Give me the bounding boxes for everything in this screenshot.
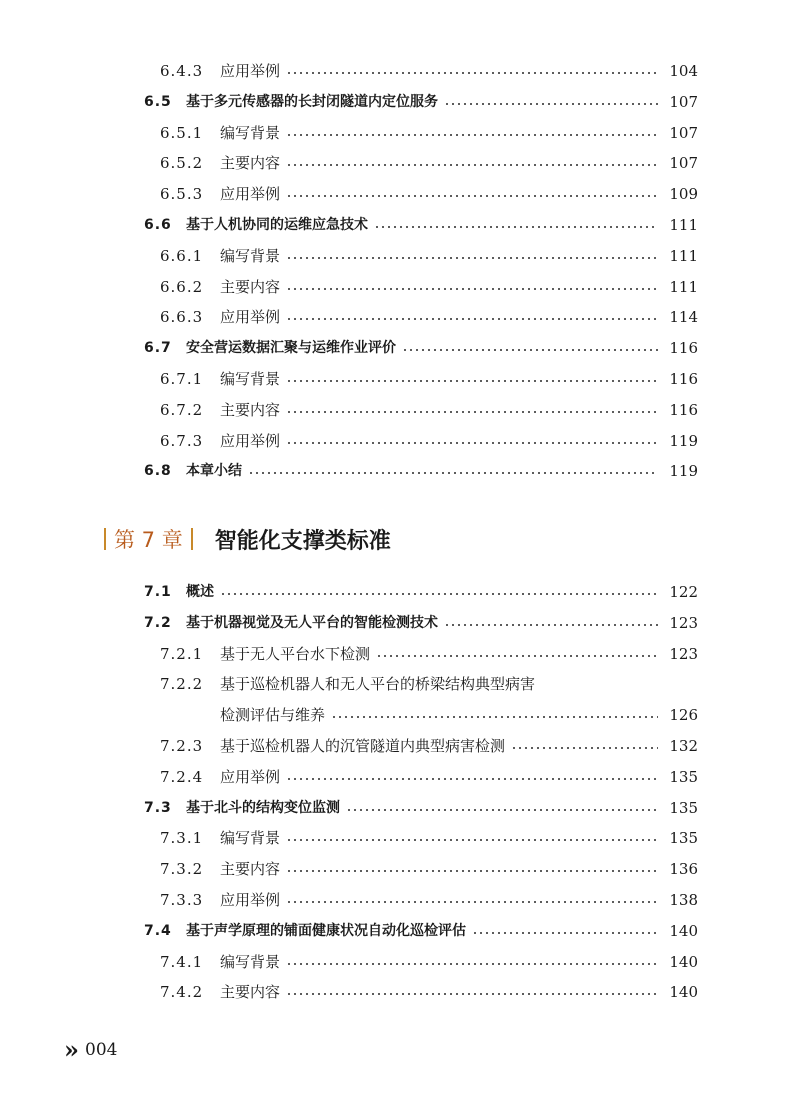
toc-entry-page: 104 xyxy=(669,62,698,80)
toc-leader-dots xyxy=(248,472,658,474)
toc-entry-title: 主要内容 xyxy=(220,983,281,1002)
toc-entry-number: 6.7.2 xyxy=(160,400,204,419)
toc-leader-dots xyxy=(220,593,658,595)
toc-entry-title: 应用举例 xyxy=(220,62,281,80)
toc-entry[interactable] xyxy=(0,919,790,943)
toc-leader-dots xyxy=(346,809,658,811)
toc-entry[interactable] xyxy=(0,398,790,422)
toc-entry-page: 132 xyxy=(669,737,698,755)
toc-entry-page: 107 xyxy=(669,92,698,111)
chapter-heading xyxy=(104,523,391,555)
toc-entry-title: 应用举例 xyxy=(220,891,281,909)
toc-entry-page: 140 xyxy=(669,921,698,940)
toc-entry[interactable] xyxy=(0,459,790,483)
toc-entry-number: 7.3.3 xyxy=(160,891,204,909)
toc-entry-number: 6.5.1 xyxy=(160,123,204,142)
toc-leader-dots xyxy=(286,778,658,780)
toc-leader-dots xyxy=(376,655,658,657)
toc-entry-number: 7.3.2 xyxy=(160,860,204,879)
toc-entry-page: 116 xyxy=(669,400,698,419)
toc-leader-dots xyxy=(286,257,658,259)
toc-entry-number: 7.4.1 xyxy=(160,952,204,971)
toc-entry-page: 107 xyxy=(669,154,698,173)
toc-entry-title: 主要内容 xyxy=(220,860,281,879)
toc-leader-dots xyxy=(286,993,658,995)
toc-entry-page: 109 xyxy=(669,185,698,204)
toc-entry[interactable] xyxy=(0,765,790,789)
toc-entry-page: 114 xyxy=(669,308,698,327)
toc-entry-number: 6.6.2 xyxy=(160,277,204,296)
toc-entry-title: 主要内容 xyxy=(220,277,281,296)
toc-entry-number: 6.6 xyxy=(144,217,172,233)
toc-entry-title: 基于巡检机器人和无人平台的桥梁结构典型病害 xyxy=(220,675,536,694)
toc-entry-number: 7.4.2 xyxy=(160,983,204,1002)
toc-leader-dots xyxy=(472,932,658,934)
toc-entry[interactable] xyxy=(0,367,790,391)
toc-entry-title: 基于机器视觉及无人平台的智能检测技术 xyxy=(186,614,438,631)
toc-entry[interactable] xyxy=(0,429,790,453)
toc-leader-dots xyxy=(286,870,658,872)
toc-entry[interactable] xyxy=(0,336,790,360)
page-footer xyxy=(64,1035,118,1064)
toc-entry-page: 116 xyxy=(669,370,698,388)
toc-entry[interactable] xyxy=(0,59,790,83)
toc-entry-title: 编写背景 xyxy=(220,123,281,142)
toc-entry[interactable] xyxy=(0,826,790,850)
toc-entry-page: 111 xyxy=(669,246,698,265)
toc-entry[interactable] xyxy=(0,857,790,881)
toc-leader-dots xyxy=(286,134,658,136)
toc-leader-dots xyxy=(444,103,658,105)
toc-entry-number: 7.2.1 xyxy=(160,644,204,663)
toc-entry[interactable] xyxy=(0,703,790,727)
toc-entry-page: 140 xyxy=(669,983,698,1002)
toc-entry[interactable] xyxy=(0,151,790,175)
toc-leader-dots xyxy=(286,380,658,382)
toc-entry-number: 6.5.3 xyxy=(160,185,204,204)
toc-entry-title: 编写背景 xyxy=(220,246,281,265)
toc-entry-title: 基于无人平台水下检测 xyxy=(220,644,371,663)
toc-entry-number: 6.7.3 xyxy=(160,431,204,450)
toc-entry-page: 135 xyxy=(669,798,698,817)
toc-entry[interactable] xyxy=(0,90,790,114)
toc-entry-title: 基于声学原理的铺面健康状况自动化巡检评估 xyxy=(186,922,466,939)
toc-entry[interactable] xyxy=(0,182,790,206)
toc-entry-number: 7.2.2 xyxy=(160,675,204,694)
toc-leader-dots xyxy=(286,195,658,197)
toc-entry-number: 6.7.1 xyxy=(160,370,204,388)
toc-entry-title: 本章小结 xyxy=(186,463,242,480)
toc-leader-dots xyxy=(286,164,658,166)
chapter-label: 第 7 章 xyxy=(114,528,183,552)
toc-entry[interactable] xyxy=(0,305,790,329)
toc-entry[interactable] xyxy=(0,734,790,758)
toc-entry-title: 应用举例 xyxy=(220,185,281,204)
toc-entry-page: 138 xyxy=(669,891,698,909)
toc-entry-title: 编写背景 xyxy=(220,370,281,388)
toc-entry-title: 基于人机协同的运维应急技术 xyxy=(186,217,368,233)
toc-entry-title: 基于巡检机器人的沉管隧道内典型病害检测 xyxy=(220,737,506,755)
toc-entry-number: 7.3 xyxy=(144,799,172,816)
toc-leader-dots xyxy=(286,901,658,903)
toc-entry-title: 应用举例 xyxy=(220,308,281,327)
toc-entry[interactable] xyxy=(0,796,790,820)
toc-entry[interactable] xyxy=(0,888,790,912)
toc-entry-title: 安全营运数据汇聚与运维作业评价 xyxy=(186,340,396,357)
toc-entry-page: 119 xyxy=(669,431,698,450)
toc-entry-number: 7.4 xyxy=(144,922,172,939)
toc-leader-dots xyxy=(402,349,658,351)
toc-entry-page: 140 xyxy=(669,952,698,971)
toc-entry-number: 7.2.4 xyxy=(160,767,204,786)
toc-entry-title: 检测评估与维养 xyxy=(220,706,326,725)
toc-entry-page: 111 xyxy=(669,277,698,296)
chapter-title: 智能化支撑类标准 xyxy=(214,527,391,554)
toc-leader-dots xyxy=(286,963,658,965)
toc-entry-number: 6.4.3 xyxy=(160,62,204,80)
toc-entry-title: 应用举例 xyxy=(220,431,281,450)
toc-leader-dots xyxy=(286,318,658,320)
toc-entry-page: 107 xyxy=(669,123,698,142)
toc-entry-page: 135 xyxy=(669,829,698,848)
toc-entry-page: 111 xyxy=(669,216,698,234)
toc-entry-page: 123 xyxy=(669,613,698,632)
toc-entry-page: 119 xyxy=(669,462,698,481)
toc-entry-number: 6.6.1 xyxy=(160,246,204,265)
toc-entry-title: 主要内容 xyxy=(220,400,281,419)
toc-entry-title: 基于多元传感器的长封闭隧道内定位服务 xyxy=(186,93,438,110)
toc-entry[interactable] xyxy=(0,950,790,974)
page-number: 004 xyxy=(85,1040,118,1060)
toc-entry[interactable] xyxy=(0,611,790,635)
toc-entry-number: 7.3.1 xyxy=(160,829,204,848)
toc-entry-number: 7.1 xyxy=(144,584,172,600)
toc-entry[interactable] xyxy=(0,121,790,145)
toc-leader-dots xyxy=(374,226,658,228)
toc-entry[interactable] xyxy=(0,244,790,268)
toc-entry-title: 编写背景 xyxy=(220,829,281,848)
toc-entry[interactable] xyxy=(0,213,790,237)
double-chevron-icon: » xyxy=(64,1035,79,1064)
toc-entry[interactable] xyxy=(0,580,790,604)
toc-entry-title: 编写背景 xyxy=(220,952,281,971)
toc-entry-number: 6.5.2 xyxy=(160,154,204,173)
toc-entry-title: 基于北斗的结构变位监测 xyxy=(186,799,340,816)
toc-entry[interactable] xyxy=(0,980,790,1004)
toc-entry-title: 应用举例 xyxy=(220,767,281,786)
toc-entry-number: 6.6.3 xyxy=(160,308,204,327)
toc-entry-page: 122 xyxy=(669,583,698,601)
toc-entry-number: 6.8 xyxy=(144,463,172,480)
toc-leader-dots xyxy=(511,747,658,749)
toc-entry[interactable] xyxy=(0,275,790,299)
toc-leader-dots xyxy=(286,411,658,413)
toc-entry-number: 7.2 xyxy=(144,614,172,631)
toc-entry[interactable] xyxy=(0,642,790,666)
toc-entry-page: 136 xyxy=(669,860,698,879)
toc-leader-dots xyxy=(331,716,658,718)
toc-leader-dots xyxy=(286,839,658,841)
toc-entry-page: 135 xyxy=(669,767,698,786)
toc-entry-page: 126 xyxy=(669,706,698,725)
toc-entry-number: 7.2.3 xyxy=(160,737,204,755)
toc-leader-dots xyxy=(444,624,658,626)
toc-entry-title: 主要内容 xyxy=(220,154,281,173)
toc-leader-dots xyxy=(286,72,658,74)
toc-entry-number: 6.5 xyxy=(144,93,172,110)
toc-entry-number: 6.7 xyxy=(144,340,172,357)
toc-entry-page: 123 xyxy=(669,644,698,663)
toc-entry-page: 116 xyxy=(669,339,698,358)
toc-leader-dots xyxy=(286,442,658,444)
toc-entry[interactable] xyxy=(0,672,790,696)
toc-leader-dots xyxy=(286,288,658,290)
toc-entry-title: 概述 xyxy=(186,584,214,600)
